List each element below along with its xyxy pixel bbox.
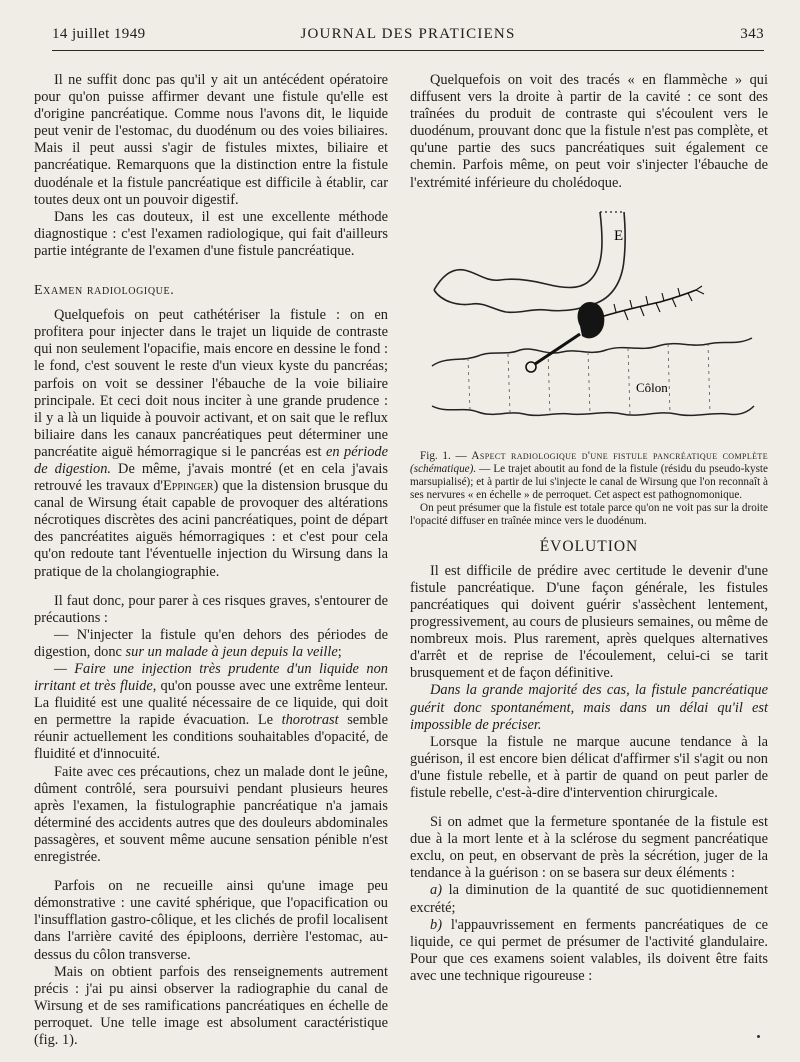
text-run: Quelquefois on peut cathétériser la fistule : on en profitera pour injecter dans le trajet un liquide de contraste qui non seulement l'opacifie, mais encore en dessine le fond : le fond, c'est souvent le reste d'un vieux kyste du pancréas; parfois on voit se dessiner l'ébauche de la voie biliaire principale. Et ceci doit nous inciter à une grande prudence : il y a là un liquide à pouvoir activant, et on sait que le reflux biliaire dans les canaux pancréatiques peut déterminer une pancréatite aiguë hémorragique si le pancréas est xyxy=(34,307,388,460)
italic-text: (schématique). xyxy=(410,462,477,475)
paragraph: Parfois on ne recueille ainsi qu'une image peu démonstrative : une cavité sphérique, que l'opacification ou l'insufflation gastro-côlique, et les clichés de profil localisent dans l'arrière cavité des épiploons, derrière l'estomac, au-dessus du côlon transverse. xyxy=(34,878,388,963)
paragraph: Dans les cas douteux, il est une excellente méthode diagnostique : c'est l'examen radiologique, qui fait d'ailleurs partie intégrante de l'examen d'une fistule pancréatique. xyxy=(34,208,388,259)
paragraph: Lorsque la fistule ne marque aucune tendance à la guérison, il est encore bien délicat d'affirmer s'il s'agit ou non d'une fistule rebelle, et à partir de quand on peut parler de fistule rebelle, c'est-à-dire d'intervention chirurgicale. xyxy=(410,733,768,801)
text-run: l'appauvrissement en ferments pancréatiques de ce liquide, ce qui permet de présumer de l'activité glandulaire. Pour que ces examens soient valables, ils doivent être faits avec une technique rigoureuse : xyxy=(410,916,768,984)
paragraph: Il est difficile de prédire avec certitude le devenir d'une fistule pancréatique. D'une façon générale, les fistules pancréatiques qui doivent guérir s'assèchent lentement, progressivement, au cours de plusieurs semaines, ou même de nombreux mois. Plus rarement, après quelques alternatives d'arrêt et de reprise de l'écoulement, celui-ci se tarit brusquement et de façon définitive. xyxy=(410,562,768,682)
fistula-track xyxy=(532,334,580,366)
text-run: semble réunir actuellement les conditions souhaitables d'opacité, de fluidité et d'innocuité. xyxy=(34,712,388,763)
caption-body: — Le trajet aboutit au fond de la fistule (résidu du pseudo-kyste marsupialisé); et à partir de lui s'injecte le canal de Wirsung que l'on reconnaît à ses nervures « en échelle » de perroquet. Cet aspect est pathognomonique. xyxy=(410,462,768,501)
author-name: Eppinger xyxy=(163,478,214,495)
caption-text xyxy=(410,450,768,502)
paragraph: Mais on obtient parfois des renseignements autrement précis : j'ai pu ainsi observer la radiographie du canal de Wirsung et de ses ramifications pancréatiques en échelle de perroquet. Une telle image est absolument caractéristique (fig. 1). xyxy=(34,963,388,1048)
text-run: De même, j'avais montré (et en cela j'avais retrouvé les travaux d' xyxy=(34,460,388,495)
paragraph xyxy=(410,682,768,733)
right-column xyxy=(410,72,768,985)
fistula-cavity xyxy=(578,302,605,338)
colon-upper-edge xyxy=(432,338,752,366)
caption-heading: Aspect radiologique d'une fistule pancréatique complète xyxy=(471,449,768,462)
list-label: b) xyxy=(430,916,442,933)
left-column xyxy=(34,72,388,1049)
italic-text: sur un malade à jeun depuis la veille xyxy=(125,643,338,660)
italic-text: en période de digestion. xyxy=(34,443,388,477)
text-run: , qu'on pousse avec une extrême lenteur. La fluidité est une qualité nécessaire de ce liquide, qui doit en permettre la rapide évacuation. Le xyxy=(34,678,389,729)
section-heading: Examen radiologique. xyxy=(34,283,175,299)
label-colon: Côlon xyxy=(636,379,668,395)
colon-haustra xyxy=(468,343,710,414)
section-title: ÉVOLUTION xyxy=(539,537,639,555)
paragraph: Si on admet que la fermeture spontanée de la fistule est due à la mort lente et à la sclérose du segment pancréatique exclu, on peut, en observant de près la sécrétion, juger de la tendance à la guérison : on se basera sur deux éléments : xyxy=(410,814,768,882)
caption-text: On peut présumer que la fistule est totale parce qu'on ne voit pas sur la droite l'opacité diffuser en traînée mince vers le duodénum. xyxy=(410,501,768,527)
italic-text: thorotrast xyxy=(281,712,339,729)
text-run: la diminution de la quantité de suc quotidiennement excrété; xyxy=(410,882,768,916)
paragraph xyxy=(34,307,388,581)
ink-mark xyxy=(757,1035,760,1038)
stomach-lower-edge xyxy=(434,212,625,312)
text-run: — N'injecter la fistule qu'en dehors des périodes de digestion, donc xyxy=(34,626,388,660)
paragraph xyxy=(410,882,768,916)
figure-caption xyxy=(410,450,768,528)
wirsung-duct xyxy=(604,290,696,316)
running-header xyxy=(52,24,764,51)
text-run: ) que la distension brusque du canal de Wirsung était capable de provoquer des altérations nécrotiques discrètes des acini pancréatiques, point de départ des pancréatites aiguës hémorragiques : et c'est pour cela qu'on redoute tant l'éventuelle injection du Wirsung dans la pratique de la cholangiographie. xyxy=(34,478,388,580)
journal-title: JOURNAL DES PRATICIENS xyxy=(300,26,516,42)
fistula-opening xyxy=(526,362,536,372)
issue-date: 14 juillet 1949 xyxy=(52,26,146,42)
paragraph: Il faut donc, pour parer à ces risques graves, s'entourer de précautions : xyxy=(34,592,388,626)
radiograph-schematic xyxy=(428,206,764,444)
paragraph: Il ne suffit donc pas qu'il y ait un antécédent opératoire pour qu'on puisse affirmer devant une fistule qu'elle est d'origine pancréatique. Comme nous l'avons dit, le liquide peut venir de l'estomac, du duodénum ou des voies biliaires. Mais il peut aussi s'agir de fistules mixtes, biliaire et pancréatique. Remarquons que la distinction entre la fistule duodénale et la fistule pancréatique est difficile à établir, car toutes deux ont un pouvoir digestif. xyxy=(34,72,388,208)
caption-lead: Fig. 1. — xyxy=(420,449,472,462)
italic-text: — Faire une injection très prudente d'un liquide non irritant et très fluide xyxy=(34,661,388,695)
page-number: 343 xyxy=(740,26,764,42)
paragraph: Faite avec ces précautions, chez un malade dont le jeûne, dûment contrôlé, sera poursuivi pendant plusieurs heures après l'examen, la fistulographie pancréatique n'a jamais déterminé des accidents autres que des douleurs abdominales passagères, et souvent même aucune sensation pénible n'est enregistrée. xyxy=(34,763,388,866)
paragraph: Quelquefois on voit des tracés « en flammèche » qui diffusent vers la droite à partir de la cavité : ce sont des traînées du produit de contraste qui s'écoulent vers le duodénum, prouvant donc que la fistule n'est pas complète, et qu'une partie des sucs pancréatiques suit également ce chemin. Parfois même, on peut voir s'injecter l'ébauche de l'extrémité inférieure du cholédoque. xyxy=(410,72,768,191)
list-label: a) xyxy=(430,882,442,899)
paragraph xyxy=(410,917,768,985)
figure-1 xyxy=(428,206,764,444)
stomach-outline xyxy=(434,212,602,290)
italic-text: Dans la grande majorité des cas, la fistule pancréatique guérit donc spontanément, mais dans un délai qu'il est impossible de préciser. xyxy=(410,682,768,733)
label-e: E xyxy=(614,227,624,244)
text-run: ; xyxy=(337,643,342,660)
paragraph xyxy=(34,661,388,764)
paragraph xyxy=(34,627,388,661)
colon-lower-edge xyxy=(432,406,754,415)
